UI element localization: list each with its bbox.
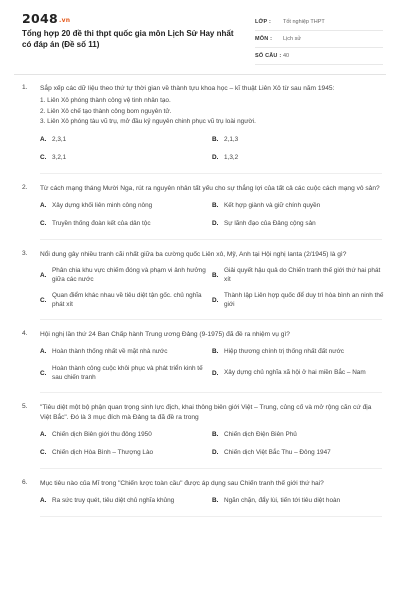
option-text: Chiến dịch Hòa Bình – Thượng Lào bbox=[52, 448, 154, 456]
answer-option[interactable] bbox=[212, 291, 384, 310]
answer-options bbox=[40, 346, 382, 393]
option-letter: C. bbox=[40, 220, 47, 227]
question-number: 2. bbox=[22, 183, 28, 191]
answer-option[interactable] bbox=[212, 447, 384, 459]
answer-option[interactable] bbox=[212, 346, 384, 358]
option-letter: A. bbox=[40, 202, 47, 209]
statement: 1. Liên Xô phóng thành công vệ tinh nhân tạo. bbox=[40, 97, 171, 104]
question-text: Nổi dung gây nhiều tranh cãi nhất giữa ba cường quốc Liên xô, Mỹ, Anh tại Hội nghị Ianta (2/1945) là gì? bbox=[40, 250, 347, 258]
answer-options bbox=[40, 200, 382, 240]
option-text: Ngăn chặn, đẩy lùi, tiến tới tiêu diệt hoàn bbox=[224, 496, 341, 504]
answer-option[interactable] bbox=[40, 218, 212, 230]
answer-option[interactable] bbox=[212, 200, 384, 212]
question-text: Mục tiêu nào của Mĩ trong "Chiến lược toàn cầu" được áp dụng sau Chiến tranh thế giới thứ hai? bbox=[40, 479, 324, 487]
option-text: 2,3,1 bbox=[52, 135, 67, 143]
option-text: Hiệp thương chính trị thống nhất đất nước bbox=[224, 347, 344, 355]
option-text: Kết hợp giành và giữ chính quyền bbox=[224, 201, 321, 209]
question bbox=[0, 184, 400, 240]
question-list bbox=[0, 84, 400, 517]
answer-option[interactable] bbox=[212, 134, 384, 146]
meta-row bbox=[255, 14, 383, 31]
option-text: Truyền thống đoàn kết của dân tộc bbox=[52, 219, 151, 227]
option-text: 3,2,1 bbox=[52, 153, 67, 161]
option-letter: D. bbox=[212, 220, 219, 227]
option-letter: D. bbox=[212, 369, 219, 377]
answer-option[interactable] bbox=[40, 364, 212, 383]
option-letter: C. bbox=[40, 296, 47, 304]
option-text: Quan điểm khác nhau về tiêu diệt tận gốc. chủ nghĩa phát xít bbox=[52, 291, 202, 308]
exam-meta bbox=[255, 14, 383, 65]
question-statements bbox=[40, 96, 382, 128]
option-letter: B. bbox=[212, 271, 219, 279]
question-number: 6. bbox=[22, 478, 28, 486]
question bbox=[0, 84, 400, 174]
option-text: Giải quyết hậu quả do Chiến tranh thế giới thứ hai phát xít bbox=[224, 266, 381, 283]
option-letter: A. bbox=[40, 497, 47, 504]
statement: 2. Liên Xô chế tạo thành công bom nguyên tử. bbox=[40, 107, 172, 115]
exam-header bbox=[0, 0, 400, 64]
meta-row bbox=[255, 31, 383, 48]
answer-option[interactable] bbox=[40, 291, 212, 310]
meta-value: 40 bbox=[283, 53, 290, 59]
option-letter: D. bbox=[212, 154, 219, 161]
option-text: Chiến dịch Điện Biên Phủ bbox=[224, 430, 297, 438]
meta-label: SỐ CÂU : bbox=[255, 53, 282, 59]
option-letter: C. bbox=[40, 449, 47, 456]
option-letter: B. bbox=[212, 202, 219, 209]
option-text: Xây dựng chủ nghĩa xã hội ở hai miền Bắc – Nam bbox=[224, 369, 366, 377]
option-letter: A. bbox=[40, 431, 47, 438]
question-number: 5. bbox=[22, 402, 28, 410]
option-letter: B. bbox=[212, 136, 219, 143]
option-letter: D. bbox=[212, 449, 219, 456]
answer-option[interactable] bbox=[40, 152, 212, 164]
answer-option[interactable] bbox=[40, 134, 212, 146]
answer-option[interactable] bbox=[212, 152, 384, 164]
question-text: Hội nghị lần thứ 24 Ban Chấp hành Trung ương Đảng (9-1975) đã đề ra nhiệm vụ gì? bbox=[40, 330, 290, 338]
option-text: Ra sức truy quét, tiêu diệt chủ nghĩa khủng bbox=[52, 496, 175, 504]
answer-option[interactable] bbox=[40, 266, 212, 285]
site-logo[interactable]: 2048.vn bbox=[22, 11, 71, 26]
option-letter: B. bbox=[212, 431, 219, 438]
question-number: 1. bbox=[22, 84, 28, 91]
answer-option[interactable] bbox=[40, 429, 212, 441]
exam-title: Tổng hợp 20 đề thi thpt quốc gia môn Lịch Sử Hay nhất có đáp án (Đề số 11) bbox=[22, 29, 234, 49]
question bbox=[0, 403, 400, 469]
option-letter: D. bbox=[212, 296, 219, 304]
question-number: 3. bbox=[22, 249, 28, 257]
option-letter: A. bbox=[40, 348, 47, 355]
option-letter: A. bbox=[40, 271, 47, 279]
meta-label: LỚP : bbox=[255, 19, 271, 25]
question-text: "Tiêu diệt một bộ phận quan trọng sinh lực địch, khai thông biên giới Việt – Trung, củng cố và mở rộng căn cứ địa Việt Bắc". Đó là 3 mục đích mà Đảng ta đã đề ra trong bbox=[40, 403, 372, 421]
answer-option[interactable] bbox=[40, 346, 212, 358]
option-text: Phân chia khu vực chiếm đóng và phạm vi ảnh hưởng giữa các nước bbox=[52, 266, 206, 283]
option-text: Chiến dịch Biên giới thu đông 1950 bbox=[52, 430, 152, 438]
answer-options bbox=[40, 134, 382, 174]
option-letter: C. bbox=[40, 369, 47, 377]
answer-option[interactable] bbox=[212, 364, 384, 383]
question-text: Từ cách mạng tháng Mười Nga, rút ra nguyên nhân tất yếu cho sự thắng lợi của tất cả các cuộc cách mạng vô sản? bbox=[40, 184, 380, 192]
answer-option[interactable] bbox=[40, 447, 212, 459]
option-letter: C. bbox=[40, 154, 47, 161]
option-text: Xây dựng khối liên minh công nông bbox=[52, 201, 153, 209]
option-text: Sự lãnh đạo của Đảng cộng sản bbox=[224, 219, 316, 227]
question bbox=[0, 250, 400, 320]
meta-row bbox=[255, 48, 383, 65]
question-text: Sắp xếp các dữ liệu theo thứ tự thời gian về thành tựu khoa học – kĩ thuật Liên Xô từ sau năm 1945: bbox=[40, 85, 335, 92]
meta-value: Tốt nghiệp THPT bbox=[283, 19, 325, 25]
answer-option[interactable] bbox=[40, 495, 212, 507]
option-letter: B. bbox=[212, 348, 219, 355]
option-letter: A. bbox=[40, 136, 47, 143]
answer-options bbox=[40, 429, 382, 469]
answer-option[interactable] bbox=[212, 266, 384, 285]
option-text: 1,3,2 bbox=[224, 153, 239, 161]
meta-value: Lịch sử bbox=[283, 36, 302, 42]
answer-options bbox=[40, 266, 382, 320]
question bbox=[0, 330, 400, 393]
answer-option[interactable] bbox=[212, 218, 384, 230]
option-text: Chiến dịch Việt Bắc Thu – Đông 1947 bbox=[224, 448, 331, 456]
statement: 3. Liên Xô phóng tàu vũ trụ, mở đầu kỷ nguyên chinh phục vũ trụ loài người. bbox=[40, 118, 256, 125]
answer-option[interactable] bbox=[212, 429, 384, 441]
option-text: Thành lập Liên hợp quốc để duy trì hòa bình an ninh thế giới bbox=[224, 291, 384, 308]
answer-option[interactable] bbox=[40, 200, 212, 212]
option-text: 2,1,3 bbox=[224, 135, 239, 143]
answer-option[interactable] bbox=[212, 495, 384, 507]
meta-label: MÔN : bbox=[255, 36, 273, 42]
option-text: Hoàn thành thống nhất về mặt nhà nước bbox=[52, 347, 168, 355]
option-text: Hoàn thành công cuộc khôi phục và phát triển kinh tế sau chiến tranh bbox=[52, 364, 203, 381]
header-divider bbox=[14, 74, 386, 75]
question-number: 4. bbox=[22, 329, 28, 337]
question bbox=[0, 479, 400, 517]
option-letter: B. bbox=[212, 497, 219, 504]
answer-options bbox=[40, 495, 382, 517]
